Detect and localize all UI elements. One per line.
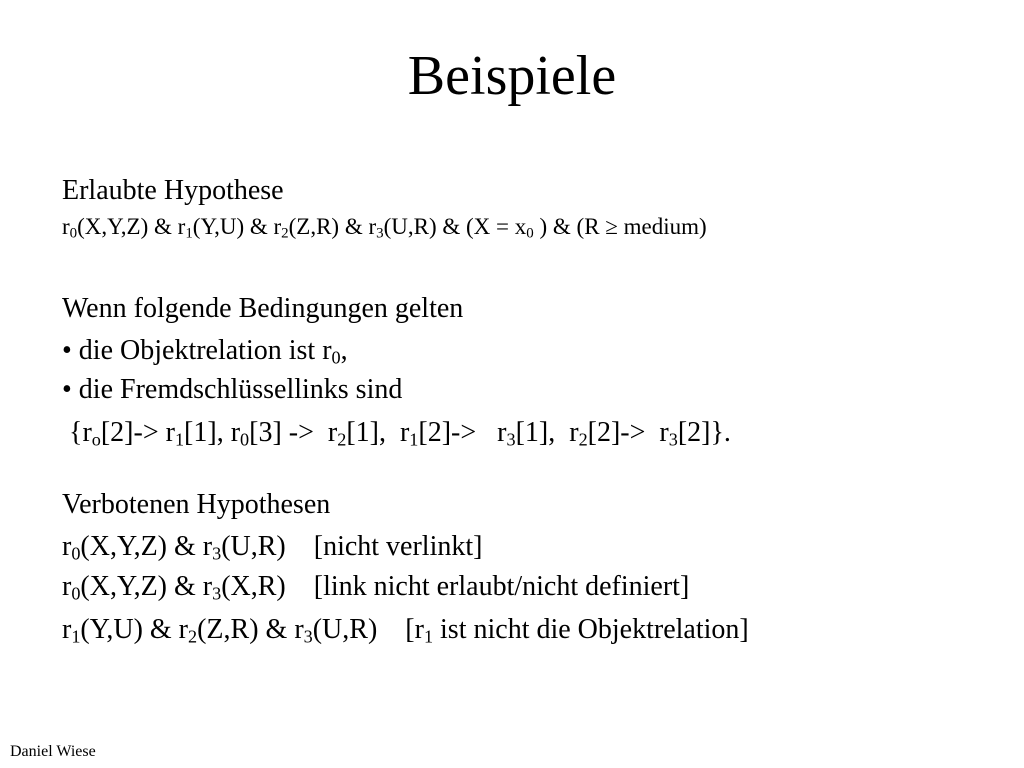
subscript: 0: [71, 583, 81, 604]
text-segment: {r: [62, 417, 92, 448]
condition-object-relation: [62, 333, 348, 369]
subscript: 3: [668, 429, 678, 450]
subscript: 0: [240, 429, 250, 450]
text-segment: [1], r: [184, 417, 241, 448]
text-segment: (U,R) [r: [312, 614, 424, 645]
forbidden-hypotheses-heading: [62, 487, 330, 523]
subscript: 0: [71, 543, 81, 564]
text-segment: Wenn folgende Bedingungen gelten: [62, 293, 464, 324]
text-segment: • die Fremdschlüssellinks sind: [62, 374, 403, 405]
text-segment: (U,R) & (X = x: [383, 214, 527, 239]
slide-title: Beispiele: [407, 45, 617, 107]
text-segment: (Y,U) & r: [80, 614, 189, 645]
text-segment: ist nicht die Objektrelation]: [433, 614, 749, 645]
text-segment: ) & (R ≥ medium): [533, 214, 707, 239]
condition-foreign-keys: [62, 372, 402, 408]
subscript: 1: [71, 626, 81, 647]
text-segment: [2]}.: [677, 417, 731, 448]
text-segment: Erlaubte Hypothese: [62, 175, 284, 206]
text-segment: r: [62, 531, 72, 562]
subscript: 2: [281, 225, 289, 242]
subscript: 0: [69, 225, 78, 242]
text-segment: r: [62, 614, 72, 645]
text-segment: [2]-> r: [418, 417, 507, 448]
text-segment: (X,Y,Z) & r: [80, 571, 213, 602]
text-segment: (X,R) [link nicht erlaubt/nicht definiert]: [221, 571, 690, 602]
subscript: 3: [376, 225, 384, 242]
subscript: 1: [409, 429, 419, 450]
forbidden-hypothesis-1: [62, 529, 482, 565]
subscript: 1: [174, 429, 185, 450]
foreign-key-set: [62, 415, 731, 451]
subscript: 0: [331, 347, 341, 368]
forbidden-hypothesis-3: [62, 612, 749, 648]
subscript: 1: [185, 225, 193, 242]
conditions-heading: [62, 291, 463, 327]
subscript: 1: [423, 626, 434, 647]
text-segment: ,: [340, 335, 348, 366]
text-segment: r: [62, 214, 70, 239]
text-segment: (Z,R) & r: [288, 214, 377, 239]
allowed-hypothesis-formula: [62, 212, 707, 242]
text-segment: (Z,R) & r: [197, 614, 304, 645]
subscript: 3: [506, 429, 516, 450]
text-segment: (X,Y,Z) & r: [77, 214, 186, 239]
footer-author: Daniel Wiese: [10, 743, 96, 760]
subscript: 3: [212, 543, 222, 564]
subscript: o: [91, 429, 101, 450]
text-segment: [2]-> r: [587, 417, 669, 448]
text-segment: (U,R) [nicht verlinkt]: [221, 531, 483, 562]
subscript: 2: [337, 429, 347, 450]
text-segment: [1], r: [346, 417, 410, 448]
subscript: 3: [212, 583, 222, 604]
text-segment: [3] -> r: [249, 417, 338, 448]
subscript: 2: [578, 429, 588, 450]
subscript: 2: [188, 626, 198, 647]
forbidden-hypothesis-2: [62, 569, 689, 605]
text-segment: (X,Y,Z) & r: [80, 531, 213, 562]
allowed-hypothesis-heading: [62, 173, 284, 209]
subscript: 3: [303, 626, 313, 647]
subscript: 0: [526, 225, 534, 242]
text-segment: • die Objektrelation ist r: [62, 335, 332, 366]
text-segment: (Y,U) & r: [192, 214, 282, 239]
text-segment: [2]-> r: [100, 417, 175, 448]
text-segment: r: [62, 571, 72, 602]
text-segment: Verbotenen Hypothesen: [62, 489, 331, 520]
text-segment: [1], r: [515, 417, 579, 448]
